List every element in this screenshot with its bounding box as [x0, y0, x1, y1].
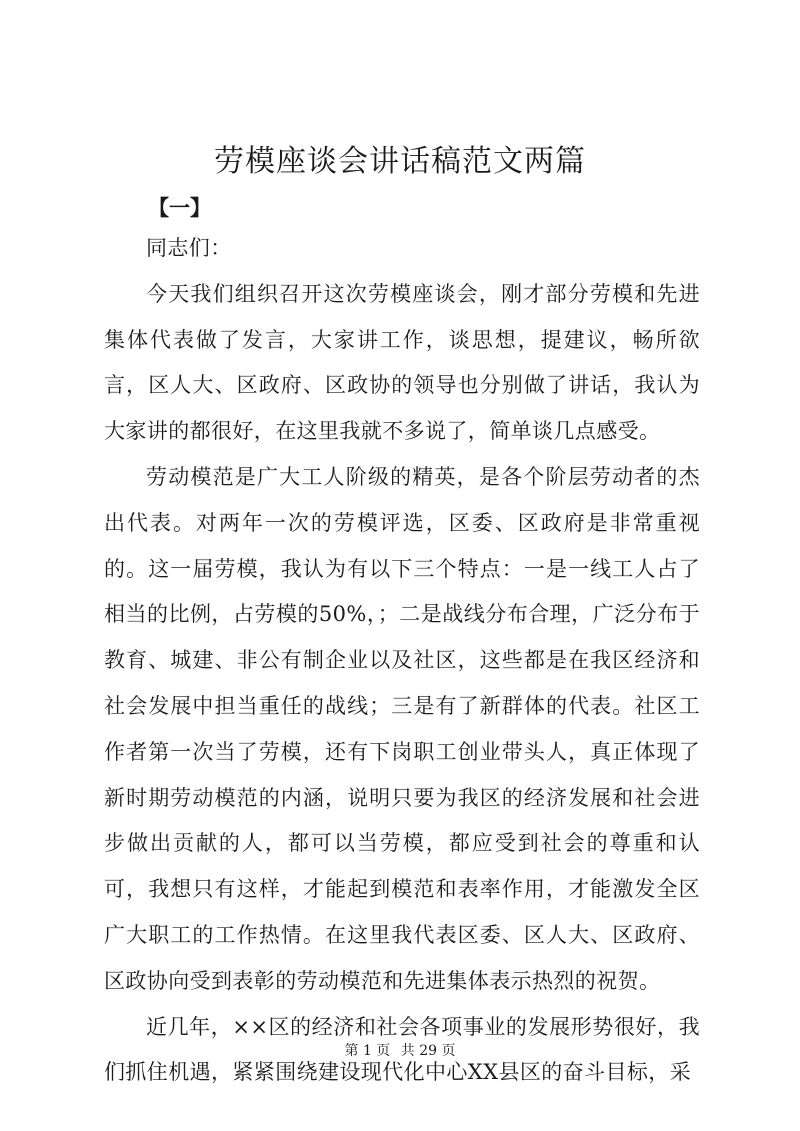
- paragraph-development: 近几年，××区的经济和社会各项事业的发展形势很好，我们抓住机遇，紧紧围绕建设现代化中心XX县区的奋斗目标，采: [104, 1014, 700, 1085]
- page-number: 第 1 页: [344, 1043, 391, 1059]
- page-footer: [0, 1041, 800, 1061]
- paragraph-opening: 今天我们组织召开这次劳模座谈会，刚才部分劳模和先进集体代表做了发言，大家讲工作，谈思想，提建议，畅所欲言，区人大、区政府、区政协的领导也分别做了讲话，我认为大家讲的都很好，在这里我就不多说了，简单谈几点感受。: [104, 281, 700, 444]
- section-label: 【一】: [148, 195, 211, 220]
- page-total: 共 29 页: [400, 1043, 456, 1059]
- paragraph-greeting: 同志们：: [146, 236, 232, 260]
- paragraph-labor-models: 劳动模范是广大工人阶级的精英，是各个阶层劳动者的杰出代表。对两年一次的劳模评选，区委、区政府是非常重视的。这一届劳模，我认为有以下三个特点：一是一线工人占了相当的比例，占劳模的50%，；二是战线分布合理，广泛分布于教育、城建、非公有制企业以及社区，这些都是在我区经济和社会发展中担当重任的战线；三是有了新群体的代表。社区工作者第一次当了劳模，还有下岗职工创业带头人，真正体现了新时期劳动模范的内涵，说明只要为我区的经济发展和社会进步做出贡献的人，都可以当劳模，都应受到社会的尊重和认可，我想只有这样，才能起到模范和表率作用，才能激发全区广大职工的工作热情。在这里我代表区委、区人大、区政府、区政协向受到表彰的劳动模范和先进集体表示热烈的祝贺。: [104, 464, 700, 993]
- document-title: 劳模座谈会讲话稿范文两篇: [214, 144, 586, 179]
- document-body: [104, 226, 700, 1096]
